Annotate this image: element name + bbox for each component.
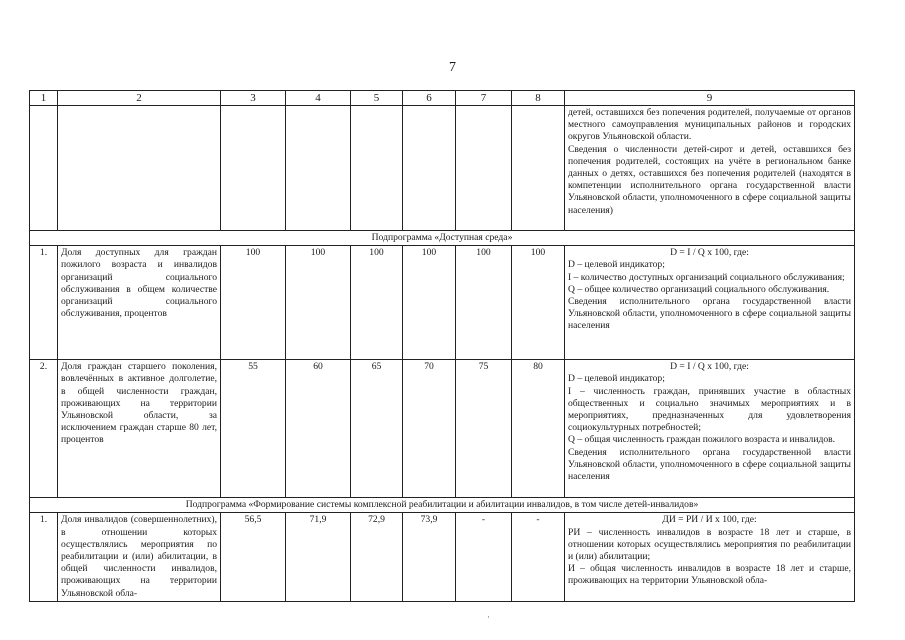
scan-speck: · — [487, 612, 490, 622]
calculation-method — [565, 513, 855, 601]
indicators-table — [29, 90, 855, 602]
value-cell: 65 — [351, 360, 403, 498]
desc-line: Q – общее количество организаций социального обслуживания. — [568, 283, 830, 295]
value-cell: 71,9 — [286, 513, 351, 601]
col-header: 8 — [512, 91, 565, 106]
desc-line: I – количество доступных организаций социального обслуживания; — [568, 271, 845, 283]
col-header: 5 — [351, 91, 403, 106]
value-cell: 75 — [456, 360, 512, 498]
table-row — [30, 360, 855, 498]
col-header: 9 — [565, 91, 855, 106]
value-cell: 73,9 — [403, 513, 456, 601]
subprogram-title: Подпрограмма «Доступная среда» — [30, 231, 855, 246]
row-number: 2. — [30, 360, 58, 498]
desc-line: I – численность граждан, принявших участие в областных общественных и социально значимых мероприятиях и в мероприятиях, предназначенных для удовлетворения социокультурных потребностей; — [568, 385, 851, 434]
formula: D = I / Q x 100, где: — [670, 361, 749, 373]
subprogram-row — [30, 498, 855, 513]
formula: ДИ = РИ / И x 100, где: — [662, 514, 757, 526]
value-cell: 100 — [456, 246, 512, 360]
table-row — [30, 246, 855, 360]
continuation-row — [30, 106, 855, 231]
value-cell: 72,9 — [351, 513, 403, 601]
row-number: 1. — [30, 513, 58, 601]
row-number: 1. — [30, 246, 58, 360]
col-header: 7 — [456, 91, 512, 106]
col-header: 6 — [403, 91, 456, 106]
value-cell: 56,5 — [221, 513, 286, 601]
value-cell: 100 — [286, 246, 351, 360]
desc-line: Q – общая численность граждан пожилого возраста и инвалидов. — [568, 434, 836, 446]
desc-line: D – целевой индикатор; — [568, 373, 665, 385]
value-cell: 80 — [512, 360, 565, 498]
value-cell: - — [456, 513, 512, 601]
desc-line: Сведения исполнительного органа государственной власти Ульяновской области, уполномоченного в сфере социальной защиты населения — [568, 446, 851, 483]
col-header: 2 — [58, 91, 221, 106]
calculation-method — [565, 360, 855, 498]
indicator-name: Доля доступных для граждан пожилого возраста и инвалидов организаций социального обслуживания в общем количестве организаций социального обслуживания, процентов — [58, 246, 221, 360]
indicator-name: Доля инвалидов (совершеннолетних), в отношении которых осуществлялись мероприятия по реабилитации и (или) абилитации, в общей численности инвалидов, проживающих на территории Ульяновской обла- — [58, 513, 221, 601]
value-cell: 100 — [351, 246, 403, 360]
col-header: 1 — [30, 91, 58, 106]
value-cell: 100 — [403, 246, 456, 360]
desc-line: РИ – численность инвалидов в возрасте 18 лет и старше, в отношении которых осуществлялись мероприятия по реабилитации и (или) абилитации; — [568, 526, 851, 563]
indicator-name: Доля граждан старшего поколения, вовлечённых в активное долголетие, в общей численности граждан, проживающих на территории Ульяновской области, за исключением граждан старше 80 лет, процентов — [58, 360, 221, 498]
value-cell: 70 — [403, 360, 456, 498]
continuation-description — [565, 106, 855, 231]
subprogram-title: Подпрограмма «Формирование системы комплексной реабилитации и абилитации инвалидов, в том числе детей-инвалидов» — [30, 498, 855, 513]
table-row — [30, 513, 855, 601]
column-header-row — [30, 91, 855, 106]
value-cell: 60 — [286, 360, 351, 498]
value-cell: 55 — [221, 360, 286, 498]
desc-line: Сведения исполнительного органа государственной власти Ульяновской области, уполномоченного в сфере социальной защиты населения — [568, 296, 851, 332]
value-cell: 100 — [512, 246, 565, 360]
subprogram-row — [30, 231, 855, 246]
formula: D = I / Q x 100, где: — [670, 247, 749, 259]
desc-paragraph: детей, оставшихся без попечения родителей, получаемые от органов местного самоуправления муниципальных районов и городских округов Ульяновской области. — [568, 107, 851, 143]
value-cell: 100 — [221, 246, 286, 360]
desc-line: D – целевой индикатор; — [568, 259, 665, 271]
col-header: 3 — [221, 91, 286, 106]
desc-line: И – общая численность инвалидов в возрасте 18 лет и старше, проживающих на территории Ульяновской обла- — [568, 563, 851, 587]
value-cell: - — [512, 513, 565, 601]
page-number: 7 — [449, 60, 456, 75]
calculation-method — [565, 246, 855, 360]
col-header: 4 — [286, 91, 351, 106]
desc-paragraph: Сведения о численности детей-сирот и детей, оставшихся без попечения родителей, состоящих на учёте в региональном банке данных о детях, оставшихся без попечения родителей (находятся в компетенции исполнительного органа государственной власти Ульяновской области, уполномоченного в сфере социальной защиты населения) — [568, 143, 851, 216]
